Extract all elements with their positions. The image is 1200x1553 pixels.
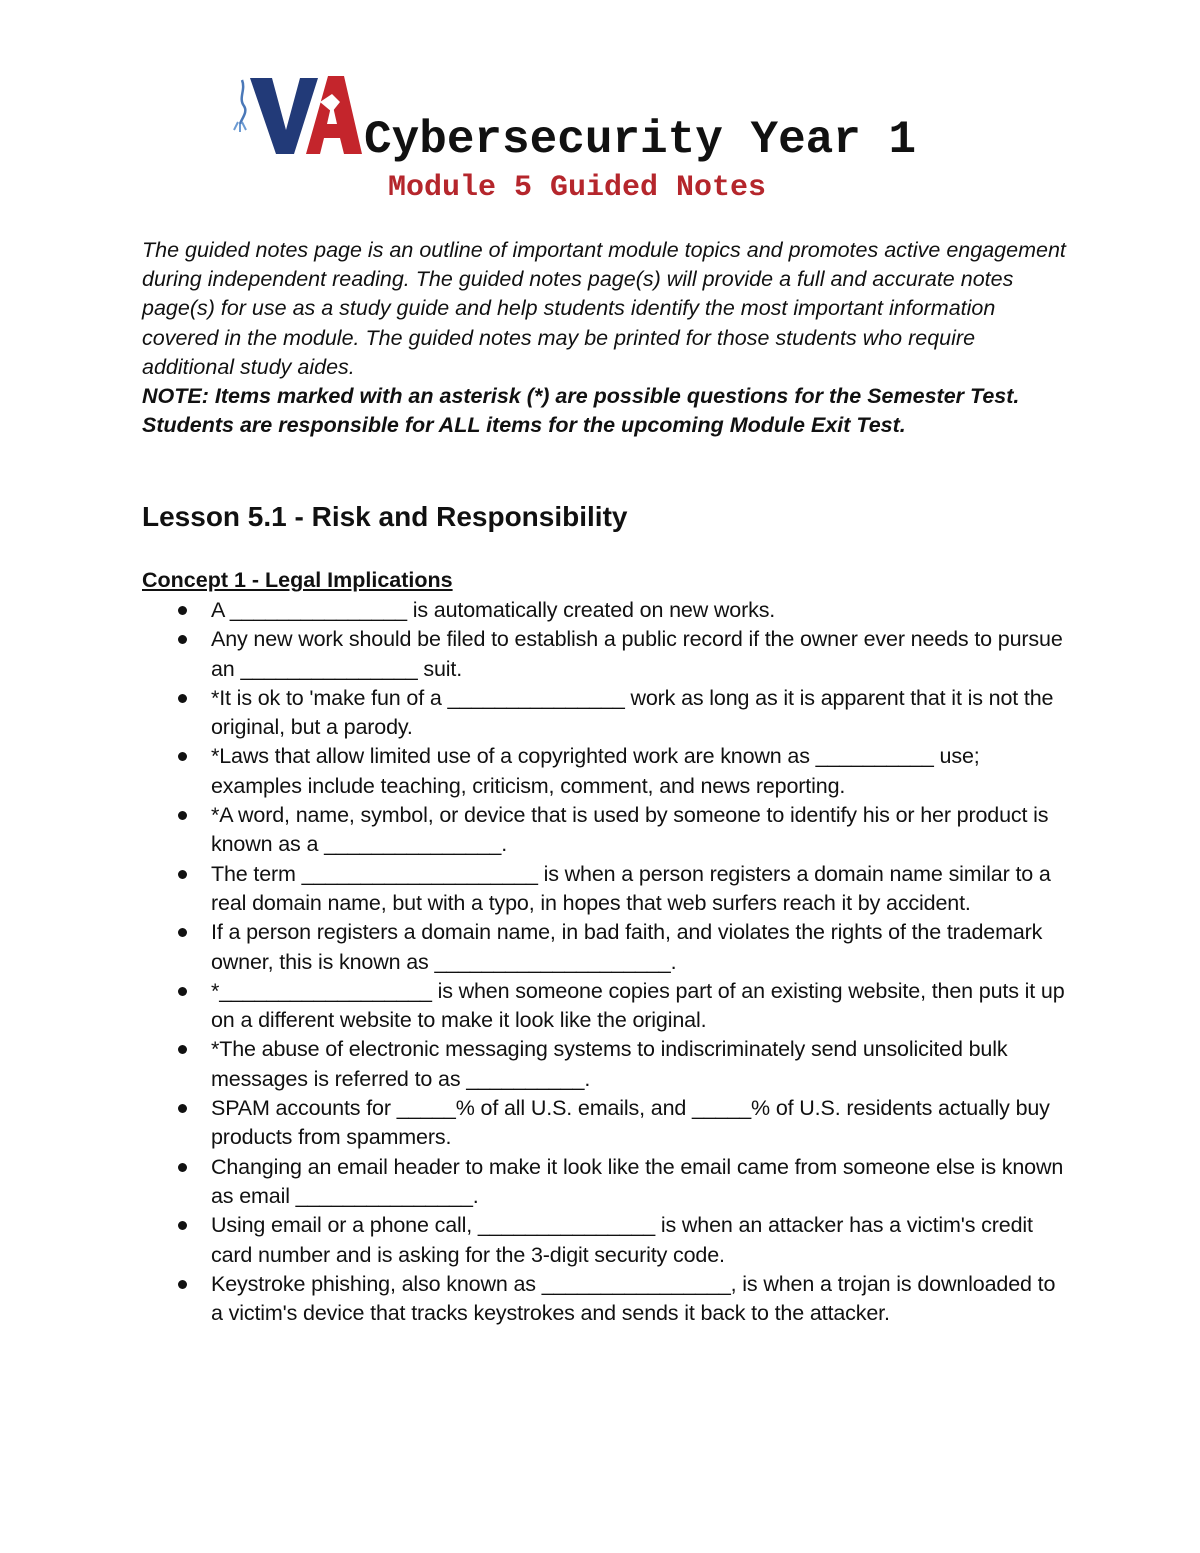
notes-list bbox=[142, 596, 1072, 1328]
concept-heading: Concept 1 - Legal Implications bbox=[142, 568, 453, 592]
list-item: The term ____________________ is when a person registers a domain name similar to a real domain name, but with a typo, in hopes that web surfers reach it by accident. bbox=[142, 860, 1072, 919]
document-subtitle: Module 5 Guided Notes bbox=[388, 171, 767, 205]
document-header bbox=[228, 72, 1028, 212]
document-title: Cybersecurity Year 1 bbox=[364, 114, 917, 166]
list-item: *The abuse of electronic messaging systems to indiscriminately send unsolicited bulk messages is referred to as __________. bbox=[142, 1035, 1072, 1094]
bullet-icon bbox=[178, 811, 187, 820]
list-item: A _______________ is automatically created on new works. bbox=[142, 596, 1072, 625]
list-item: *__________________ is when someone copies part of an existing website, then puts it up on a different website to make it look like the original. bbox=[142, 977, 1072, 1036]
bullet-icon bbox=[178, 1163, 187, 1172]
bullet-icon bbox=[178, 635, 187, 644]
list-item: If a person registers a domain name, in bad faith, and violates the rights of the trademark owner, this is known as ____________________. bbox=[142, 918, 1072, 977]
bullet-icon bbox=[178, 606, 187, 615]
bullet-icon bbox=[178, 870, 187, 879]
bullet-icon bbox=[178, 987, 187, 996]
intro-paragraph: The guided notes page is an outline of important module topics and promotes active engagement during independent reading. The guided notes page(s) will provide a full and accurate notes page(s) for use as a study guide and help students identify the most important information covered in the module. The guided notes may be printed for those students who require additional study aides. bbox=[142, 238, 1066, 379]
lesson-heading: Lesson 5.1 - Risk and Responsibility bbox=[142, 501, 628, 532]
list-item: *A word, name, symbol, or device that is used by someone to identify his or her product is known as a _______________. bbox=[142, 801, 1072, 860]
bullet-icon bbox=[178, 1104, 187, 1113]
list-item: Using email or a phone call, _______________ is when an attacker has a victim's credit card number and is asking for the 3-digit security code. bbox=[142, 1211, 1072, 1270]
list-item: Changing an email header to make it look like the email came from someone else is known as email _______________. bbox=[142, 1153, 1072, 1212]
bullet-icon bbox=[178, 1221, 187, 1230]
bullet-icon bbox=[178, 694, 187, 703]
bullet-icon bbox=[178, 928, 187, 937]
list-item: Keystroke phishing, also known as ________________, is when a trojan is downloaded to a victim's device that tracks keystrokes and sends it back to the attacker. bbox=[142, 1270, 1072, 1329]
note-paragraph: NOTE: Items marked with an asterisk (*) are possible questions for the Semester Test. Students are responsible for ALL items for the upcoming Module Exit Test. bbox=[142, 384, 1020, 438]
list-item: Any new work should be filed to establish a public record if the owner ever needs to pursue an _______________ suit. bbox=[142, 625, 1072, 684]
bullet-icon bbox=[178, 752, 187, 761]
va-logo bbox=[228, 72, 363, 158]
list-item: *Laws that allow limited use of a copyrighted work are known as __________ use; examples include teaching, criticism, comment, and news reporting. bbox=[142, 742, 1072, 801]
bullet-icon bbox=[178, 1280, 187, 1289]
list-item: SPAM accounts for _____% of all U.S. emails, and _____% of U.S. residents actually buy products from spammers. bbox=[142, 1094, 1072, 1153]
list-item: *It is ok to 'make fun of a _______________ work as long as it is apparent that it is not the original, but a parody. bbox=[142, 684, 1072, 743]
bullet-icon bbox=[178, 1045, 187, 1054]
